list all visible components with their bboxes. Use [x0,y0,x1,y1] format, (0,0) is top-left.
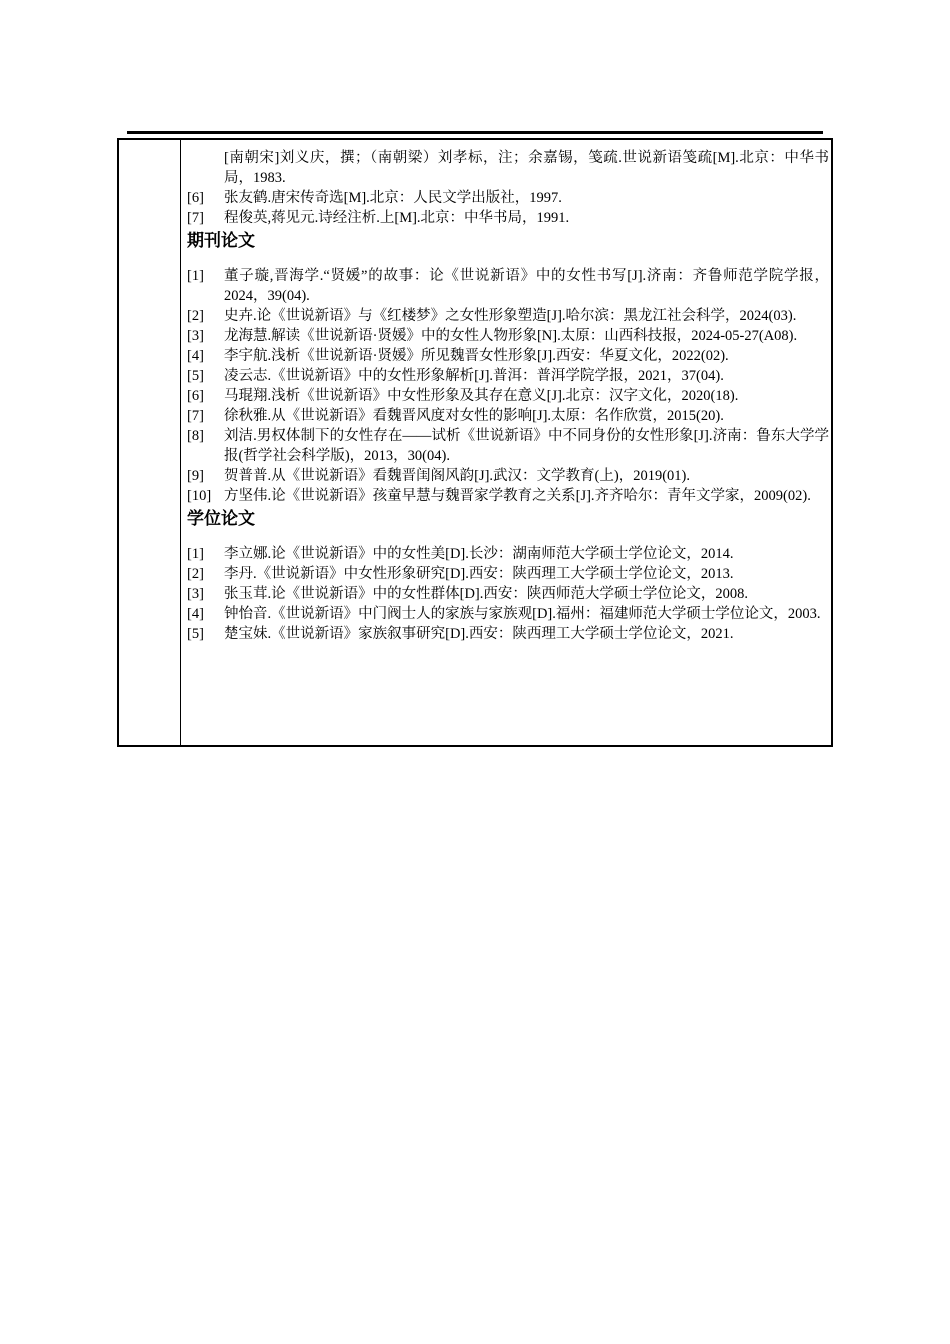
reference-item [187,326,829,346]
reference-number: [4] [187,606,204,622]
reference-number: [10] [187,488,212,504]
reference-item [187,208,829,228]
reference-text: [南朝宋]刘义庆，撰；（南朝梁）刘孝标，注；余嘉锡，笺疏.世说新语笺疏[M].北京：中华书局，1983. [224,150,829,186]
journals-heading: 期刊论文 [187,231,255,251]
reference-item [187,584,829,604]
reference-text: 龙海慧.解读《世说新语·贤媛》中的女性人物形象[N].太原：山西科技报，2024-05-27(A08). [224,328,798,344]
reference-text: 马琨翔.浅析《世说新语》中女性形象及其存在意义[J].北京：汉字文化，2020(18). [224,388,739,404]
reference-text: 李宇航.浅析《世说新语·贤媛》所见魏晋女性形象[J].西安：华夏文化，2022(02). [224,348,729,364]
reference-text: 董子璇,晋海学.“贤媛”的故事：论《世说新语》中的女性书写[J].济南：齐鲁师范学院学报，2024，39(04). [224,268,829,304]
reference-number: [1] [187,546,204,562]
reference-text: 张友鹤.唐宋传奇选[M].北京：人民文学出版社，1997. [224,190,562,206]
reference-item [187,366,829,386]
reference-item [187,544,829,564]
theses-heading: 学位论文 [187,509,255,529]
reference-item [187,604,829,624]
reference-number: [1] [187,268,204,284]
reference-item [187,406,829,426]
reference-table [117,138,833,747]
reference-text: 程俊英,蒋见元.诗经注析.上[M].北京：中华书局，1991. [224,210,570,226]
reference-number: [8] [187,428,204,444]
label-column [119,140,181,745]
reference-item [187,564,829,584]
reference-text: 徐秋雅.从《世说新语》看魏晋风度对女性的影响[J].太原：名作欣赏，2015(20). [224,408,724,424]
reference-item [187,624,829,644]
reference-number: [3] [187,586,204,602]
reference-item [187,386,829,406]
reference-item [187,486,829,506]
reference-number: [6] [187,388,204,404]
reference-number: [5] [187,626,204,642]
reference-number: [3] [187,328,204,344]
reference-number: [2] [187,566,204,582]
reference-number: [5] [187,368,204,384]
reference-list [187,148,829,644]
reference-text: 凌云志.《世说新语》中的女性形象解析[J].普洱：普洱学院学报，2021，37(04). [224,368,724,384]
reference-item [187,426,829,466]
reference-text: 方坚伟.论《世说新语》孩童早慧与魏晋家学教育之关系[J].齐齐哈尔：青年文学家，2009(02). [224,488,811,504]
reference-text: 贺普普.从《世说新语》看魏晋闺阁风韵[J].武汉：文学教育(上)，2019(01). [224,468,690,484]
reference-text: 张玉茸.论《世说新语》中的女性群体[D].西安：陕西师范大学硕士学位论文，2008. [224,586,749,602]
header-rule [127,131,823,134]
reference-item [187,306,829,326]
reference-number: [2] [187,308,204,324]
reference-text: 史卉.论《世说新语》与《红楼梦》之女性形象塑造[J].哈尔滨：黑龙江社会科学，2024(03). [224,308,797,324]
reference-text: 钟怡音.《世说新语》中门阀士人的家族与家族观[D].福州：福建师范大学硕士学位论文，2003. [224,606,821,622]
reference-number: [7] [187,210,204,226]
reference-number: [4] [187,348,204,364]
reference-text: 李丹.《世说新语》中女性形象研究[D].西安：陕西理工大学硕士学位论文，2013. [224,566,734,582]
reference-item [187,346,829,366]
reference-item [187,466,829,486]
reference-number: [6] [187,190,204,206]
reference-item [187,188,829,208]
reference-item [187,148,829,188]
reference-item [187,266,829,306]
reference-number: [9] [187,468,204,484]
reference-text: 楚宝妹.《世说新语》家族叙事研究[D].西安：陕西理工大学硕士学位论文，2021. [224,626,734,642]
reference-number: [7] [187,408,204,424]
reference-text: 李立娜.论《世说新语》中的女性美[D].长沙：湖南师范大学硕士学位论文，2014. [224,546,734,562]
reference-text: 刘洁.男权体制下的女性存在——试析《世说新语》中不同身份的女性形象[J].济南：鲁东大学学报(哲学社会科学版)，2013，30(04). [224,428,829,464]
